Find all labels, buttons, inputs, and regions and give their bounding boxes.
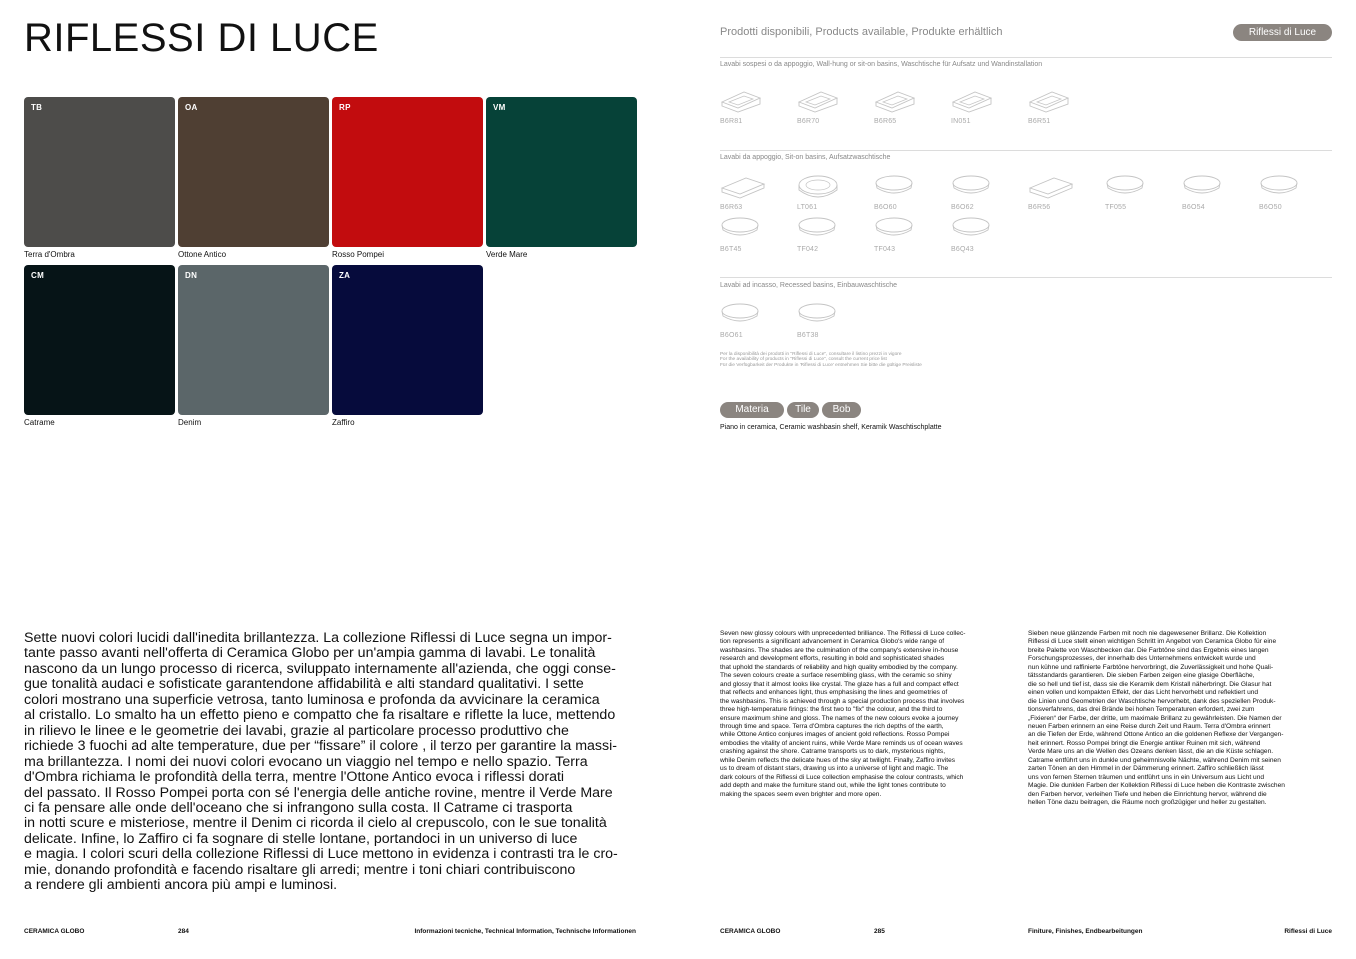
footer-page-number: 284 bbox=[178, 928, 189, 935]
text-line: e magia. I colori scuri della collezione Riflessi di Luce mettono in evidenza i contrasti tra le cro- bbox=[24, 846, 618, 863]
basin-item[interactable] bbox=[1182, 174, 1230, 211]
text-line: hellen Töne dazu beitragen, die Räume noch großzügiger und heller zu gestalten. bbox=[1028, 799, 1267, 807]
footer-collection: Riflessi di Luce bbox=[1284, 928, 1332, 935]
basin-code: TF055 bbox=[1105, 204, 1127, 211]
swatch-code: TB bbox=[31, 103, 43, 112]
disclaimer-line: Für die Verfügbarkeit der Produkte in 'Riflessi di Luce' entnehmen Sie bitte die gültige Preisliste bbox=[720, 362, 922, 368]
basin-code: B6R70 bbox=[797, 118, 820, 125]
divider bbox=[720, 277, 1332, 278]
basin-code: B6R63 bbox=[720, 204, 743, 211]
basin-item[interactable] bbox=[1105, 174, 1153, 211]
products-available-title: Prodotti disponibili, Products available, Produkte erhältlich bbox=[720, 26, 1003, 38]
text-line: research and development efforts, resulting in bold and sophisticated shades bbox=[720, 655, 945, 663]
basin-code: TF042 bbox=[797, 246, 819, 253]
text-line: heit erinnert. Rosso Pompei bringt die Energie antiker Ruinen mit sich, während bbox=[1028, 739, 1261, 747]
page-title: RIFLESSI DI LUCE bbox=[24, 16, 379, 60]
text-line: d'Ombra richiama le profondità della terra, mentre l'Ottone Antico evoca i riflessi dorati bbox=[24, 769, 565, 786]
swatch-name: Rosso Pompei bbox=[332, 250, 385, 259]
basin-code: TF043 bbox=[874, 246, 896, 253]
text-line: in rilievo le linee e le geometrie dei lavabi, grazie al particolare processo produttivo che bbox=[24, 722, 569, 739]
english-description bbox=[720, 630, 1016, 799]
swatch-code: CM bbox=[31, 271, 45, 280]
basin-item[interactable] bbox=[951, 216, 999, 253]
basin-item[interactable] bbox=[874, 88, 922, 125]
swatch-name: Verde Mare bbox=[486, 250, 528, 259]
availability-disclaimer bbox=[720, 352, 922, 368]
text-line: tante passo avanti nell'offerta di Ceramica Globo per un'ampia gamma di lavabi. Le tonalità bbox=[24, 645, 596, 662]
basin-item[interactable] bbox=[720, 174, 768, 211]
basin-item[interactable] bbox=[1028, 174, 1076, 211]
text-line: tätsstandards garantieren. Die sieben Farben zeigen eine glasige Oberfläche, bbox=[1028, 672, 1255, 680]
basin-code: IN051 bbox=[951, 118, 971, 125]
bob-button[interactable]: Bob bbox=[822, 402, 861, 418]
text-line: colori mostrano una superficie vetrosa, tanto luminosa e profonda da avvicinare la ceramica bbox=[24, 691, 600, 708]
basin-item[interactable] bbox=[951, 174, 999, 211]
text-line: del passato. Il Rosso Pompei porta con sé l'energia delle antiche rovine, mentre il Verde Mare bbox=[24, 784, 613, 801]
basin-code: B6R65 bbox=[874, 118, 897, 125]
text-line: Sieben neue glänzende Farben mit noch nie dagewesener Brillanz. Die Kollektion bbox=[1028, 630, 1267, 637]
text-line: neuen Farben erinnern an eine Reise durch Zeit und Raum. Terra d'Ombra erinnert bbox=[1028, 722, 1271, 730]
text-line: dark colours of the Riflessi di Luce collection emphasise the colour contrasts, which bbox=[720, 773, 964, 781]
color-swatch bbox=[24, 265, 175, 415]
basin-item[interactable] bbox=[874, 216, 922, 253]
basin-code: LT061 bbox=[797, 204, 818, 211]
text-line: The seven colours create a surface resembling glass, with the ceramic so shiny bbox=[720, 672, 952, 680]
basin-item[interactable] bbox=[1028, 88, 1076, 125]
text-line: ci fa pensare alle onde dell'oceano che si infrangono sulla costa. Il Catrame ci trasporta bbox=[24, 799, 573, 816]
text-line: gue tonalità audaci e sofisticate garantendone affidabilità e alti standard qualitativi. I sette bbox=[24, 676, 584, 693]
text-line: richiede 3 fuochi ad alte temperature, due per “fissare” il colore , il terzo per garantire la massi- bbox=[24, 738, 617, 755]
text-line: crashing against the shore. Catrame transports us to dark, mysterious nights, bbox=[720, 748, 946, 756]
color-swatch bbox=[486, 97, 637, 247]
text-line: Seven new glossy colours with unprecedented brilliance. The Riflessi di Luce collec- bbox=[720, 630, 966, 637]
text-line: zarten Tönen an den Himmel in der Dämmerung erinnert. Zaffiro schließlich lässt bbox=[1028, 765, 1264, 773]
text-line: us to dream of distant stars, drawing us into a universe of light and magic. The bbox=[720, 765, 949, 773]
text-line: den Farben hervor, verleihen Tiefe und heben die Einrichtung hervor, während die bbox=[1028, 790, 1267, 798]
text-line: einen vollen und kompakten Effekt, der das Licht hervorhebt und reflektiert und bbox=[1028, 689, 1259, 697]
text-line: three high-temperature firings: the first two to "fix" the colour, and the third to bbox=[720, 706, 943, 714]
color-swatch bbox=[24, 97, 175, 247]
divider bbox=[720, 57, 1332, 58]
text-line: nascono da un lungo processo di ricerca, sviluppato internamente all'azienda, che oggi conse- bbox=[24, 660, 616, 677]
swatch-name: Ottone Antico bbox=[178, 250, 227, 259]
basin-item[interactable] bbox=[951, 88, 999, 125]
color-swatch bbox=[332, 97, 483, 247]
materia-button[interactable]: Materia bbox=[720, 402, 784, 418]
basin-code: B6O62 bbox=[951, 204, 974, 211]
basin-item[interactable] bbox=[720, 216, 768, 253]
color-swatch bbox=[332, 265, 483, 415]
text-line: Sette nuovi colori lucidi dall'inedita brillantezza. La collezione Riflessi di Luce segna un impor- bbox=[24, 630, 612, 646]
swatch-name: Denim bbox=[178, 418, 202, 427]
swatch-code: ZA bbox=[339, 271, 351, 280]
text-line: Riflessi di Luce stellt einen wichtigen Schritt im Angebot von Ceramica Globo für eine bbox=[1028, 638, 1277, 646]
text-line: Forschungsprozesses, der innerhalb des Unternehmens entwickelt wurde und bbox=[1028, 655, 1256, 663]
footer-brand: CERAMICA GLOBO bbox=[24, 928, 85, 935]
text-line: in notti scure e misteriose, mentre il Denim ci ricorda il cielo al crepuscolo, con le sue tonalità bbox=[24, 815, 607, 832]
text-line: die Linien und Geometrien der Waschtische hervorhebt, dank des speziellen Produk- bbox=[1028, 697, 1276, 705]
text-line: that uphold the standards of reliability and high quality embodied by the company. bbox=[720, 663, 958, 671]
text-line: Verde Mare uns an die Wellen des Ozeans denken lässt, die an die Küste schlagen. bbox=[1028, 748, 1274, 756]
text-line: Magie. Die dunklen Farben der Kollektion Riflessi di Luce heben die Kontraste zwischen bbox=[1028, 782, 1285, 790]
italian-description bbox=[24, 631, 639, 894]
basin-item[interactable] bbox=[720, 88, 768, 125]
text-line: delicate. Infine, lo Zaffiro ci fa sognare di stelle lontane, portandoci in un universo di luce bbox=[24, 830, 578, 847]
footer-page-number: 285 bbox=[874, 928, 885, 935]
text-line: washbasins. The shades are the culmination of the company's extensive in-house bbox=[720, 646, 959, 654]
basin-item[interactable] bbox=[1259, 174, 1307, 211]
basin-code: B6O50 bbox=[1259, 204, 1282, 211]
text-line: die so hell und tief ist, dass sie die Keramik dem Kristall näherbringt. Die Glasur hat bbox=[1028, 680, 1272, 688]
swatch-code: DN bbox=[185, 271, 198, 280]
text-line: while Denim reflects the delicate hues of the sky at twilight. Finally, Zaffiro invites bbox=[720, 756, 956, 764]
disclaimer-line: For the availability of products in "Riflessi di Luce", consult the current price list bbox=[720, 357, 887, 363]
basin-code: B6R81 bbox=[720, 118, 743, 125]
text-line: tion represents a significant advancement in Ceramica Globo's wide range of bbox=[720, 638, 945, 646]
section-title: Lavabi ad incasso, Recessed basins, Einbauwaschtische bbox=[720, 282, 898, 289]
text-line: uns von fernen Sternen träumen und entführt uns in ein Universum aus Licht und bbox=[1028, 773, 1265, 781]
tile-button[interactable]: Tile bbox=[787, 402, 819, 418]
basin-code: B6T45 bbox=[720, 246, 742, 253]
text-line: tionsverfahrens, das drei Brände bei hohen Temperaturen erfordert, zwei zum bbox=[1028, 706, 1255, 714]
basin-item[interactable] bbox=[797, 174, 845, 211]
text-line: nun kühne und raffinierte Farbtöne hervorbringt, die Zuverlässigkeit und hohe Quali- bbox=[1028, 663, 1274, 671]
swatch-code: OA bbox=[185, 103, 198, 112]
text-line: through time and space. Terra d'Ombra captures the rich depths of the earth, bbox=[720, 722, 944, 730]
german-description bbox=[1028, 630, 1333, 808]
basin-code: B6R51 bbox=[1028, 118, 1051, 125]
basin-item[interactable] bbox=[797, 302, 845, 339]
text-line: mie, donando profondità e facendo risaltare gli arredi; mentre i toni chiari contribuiscono bbox=[24, 861, 576, 878]
text-line: a rendere gli ambienti ancora più ampi e luminosi. bbox=[24, 877, 338, 894]
text-line: an die Tiefen der Erde, während Ottone Antico an die goldenen Reflexe der Vergangen- bbox=[1028, 731, 1284, 739]
divider bbox=[720, 150, 1332, 151]
text-line: that reflects and enhances light, thus emphasising the lines and geometries of bbox=[720, 689, 948, 697]
basin-code: B6Q43 bbox=[951, 246, 974, 253]
basin-item[interactable] bbox=[874, 174, 922, 211]
basin-code: B6O61 bbox=[720, 332, 743, 339]
basin-code: B6O54 bbox=[1182, 204, 1205, 211]
section-title: Lavabi sospesi o da appoggio, Wall-hung or sit-on basins, Waschtische für Aufsatz und Wandinstallation bbox=[720, 61, 1043, 68]
text-line: while Ottone Antico conjures images of ancient gold reflections. Rosso Pompei bbox=[720, 731, 950, 739]
basin-code: B6O60 bbox=[874, 204, 897, 211]
basin-code: B6R56 bbox=[1028, 204, 1051, 211]
right-page bbox=[678, 0, 1356, 959]
basin-code: B6T38 bbox=[797, 332, 819, 339]
swatch-code: RP bbox=[339, 103, 351, 112]
collection-tag: Riflessi di Luce bbox=[1233, 24, 1332, 41]
text-line: Catrame entführt uns in dunkle und geheimnisvolle Nächte, während Denim mit seinen bbox=[1028, 756, 1281, 764]
basin-item[interactable] bbox=[720, 302, 768, 339]
text-line: the washbasins. This is achieved through a special production process that involves bbox=[720, 697, 965, 705]
disclaimer-line: Per la disponibilità dei prodotti in "Riflessi di Luce", consultare il listino prezzi in vigore bbox=[720, 352, 902, 357]
text-line: and glossy that it almost looks like crystal. The glaze has a full and compact effect bbox=[720, 680, 959, 688]
footer-section: Finiture, Finishes, Endbearbeitungen bbox=[1028, 928, 1143, 935]
text-line: embodies the vitality of ancient ruins, while Verde Mare reminds us of ocean waves bbox=[720, 739, 963, 747]
text-line: „Fixieren“ der Farbe, der dritte, um maximale Brillanz zu gewährleisten. Die Namen der bbox=[1028, 714, 1282, 722]
basin-item[interactable] bbox=[797, 88, 845, 125]
swatch-name: Terra d'Ombra bbox=[24, 250, 75, 259]
text-line: making the spaces seem even brighter and more open. bbox=[720, 790, 882, 798]
footer-section: Informazioni tecniche, Technical Information, Technische Informationen bbox=[414, 928, 636, 935]
footer-brand: CERAMICA GLOBO bbox=[720, 928, 781, 935]
text-line: add depth and make the furniture stand out, while the light tones contribute to bbox=[720, 782, 946, 790]
swatch-code: VM bbox=[493, 103, 506, 112]
text-line: breite Palette von Waschbecken dar. Die Farbtöne sind das Ergebnis eines langen bbox=[1028, 646, 1269, 654]
text-line: ma brillantezza. I nomi dei nuovi colori evocano un viaggio nel tempo e nello spazio. Terra bbox=[24, 753, 588, 770]
text-line: al cristallo. Lo smalto ha un effetto pieno e compatto che fa risaltare e riflette la luce, mettendo bbox=[24, 707, 616, 724]
color-swatch bbox=[178, 97, 329, 247]
text-line: ensure maximum shine and gloss. The names of the new colours evoke a journey bbox=[720, 714, 959, 722]
shelf-description: Piano in ceramica, Ceramic washbasin shelf, Keramik Waschtischplatte bbox=[720, 424, 942, 431]
swatch-name: Zaffiro bbox=[332, 418, 355, 427]
section-title: Lavabi da appoggio, Sit-on basins, Aufsatzwaschtische bbox=[720, 154, 891, 161]
basin-item[interactable] bbox=[797, 216, 845, 253]
swatch-name: Catrame bbox=[24, 418, 55, 427]
color-swatch bbox=[178, 265, 329, 415]
